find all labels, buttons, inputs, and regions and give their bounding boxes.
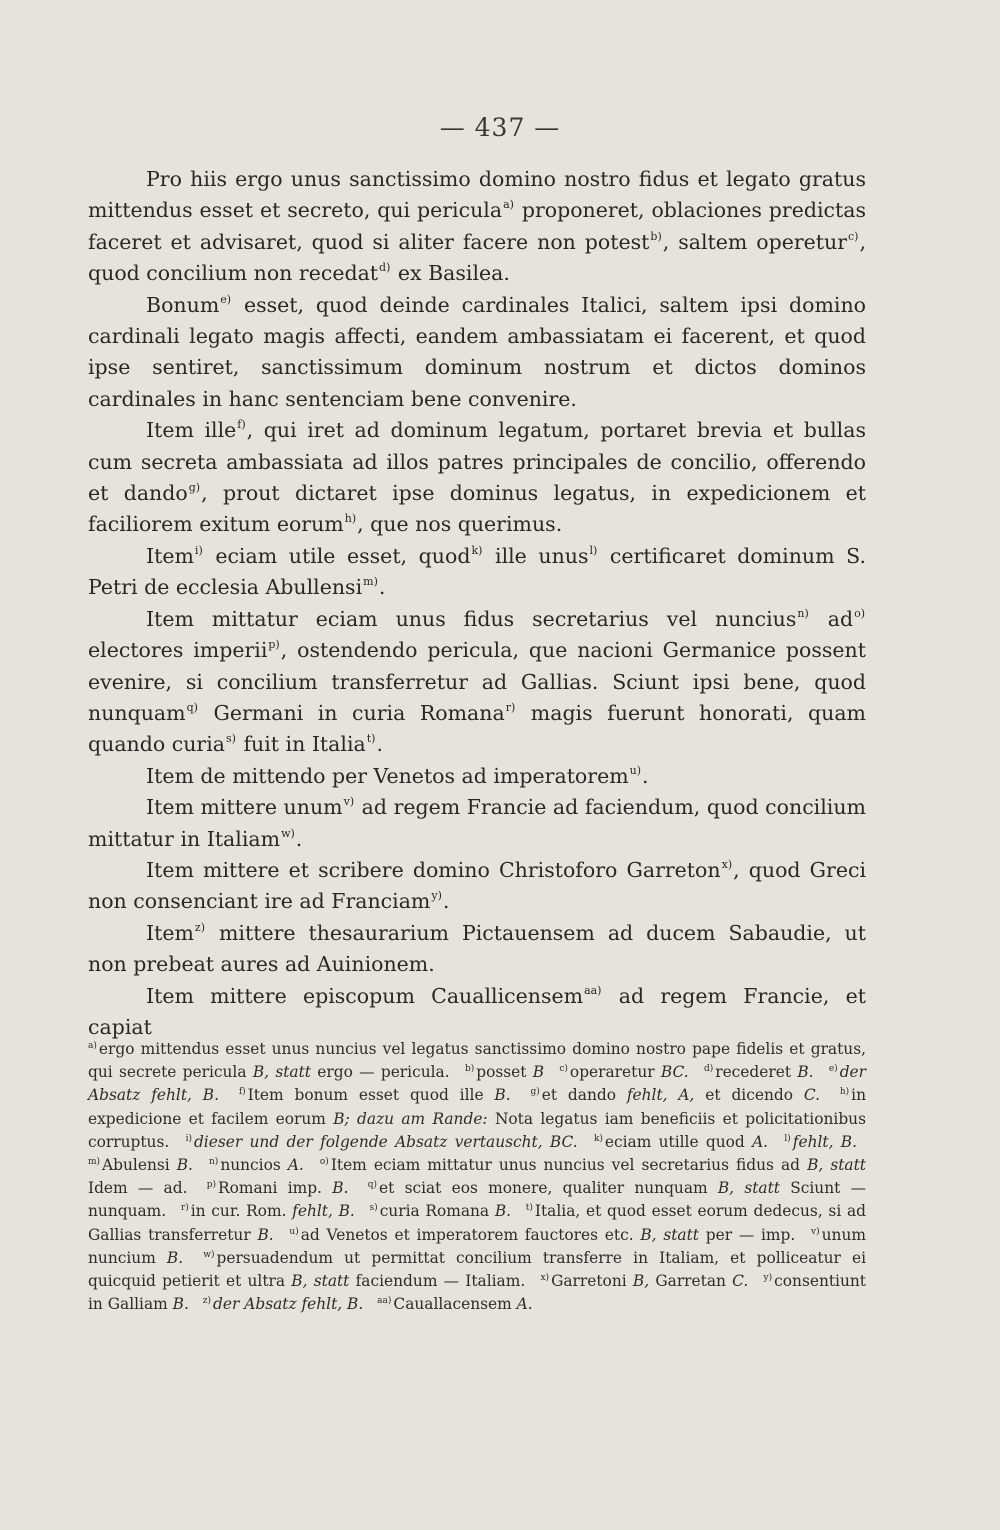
- paragraph-text: , quod Greci non consenciant ire ad Franciam: [88, 857, 866, 914]
- footnote-text: Italia, et quod esset eorum dedecus, si ad Gallias transferretur: [88, 1202, 866, 1244]
- footnote-reference: e): [220, 292, 232, 306]
- paragraph-text: ille unus: [483, 543, 589, 568]
- paragraph: [88, 918, 866, 981]
- footnote-reference: p): [268, 638, 280, 652]
- footnote-text: Nota legatus iam beneficiis et policitationibus corruptus.: [88, 1109, 866, 1151]
- paragraph: [88, 855, 866, 918]
- page-number: — 437 —: [439, 113, 561, 142]
- footnote-italic-text: fehlt, B.: [292, 1202, 355, 1221]
- footnote-text: ad Venetos et imperatorem fauctores etc.: [300, 1225, 641, 1244]
- footnote-italic-text: B.: [494, 1202, 512, 1221]
- footnote-reference: l): [589, 543, 598, 557]
- footnote-marker: u): [289, 1226, 299, 1237]
- footnote-marker: x): [540, 1273, 550, 1284]
- footnote-reference: aa): [584, 983, 602, 997]
- footnote-reference: o): [854, 606, 865, 620]
- paragraph-text: , qui iret ad dominum legatum, portaret brevia et bullas cum secreta ambassiata ad illos patres principales de concilio, offerendo et dando: [88, 418, 866, 506]
- footnote-text: et sciat eos monere, qualiter nunquam: [379, 1179, 718, 1198]
- footnote-text: in cur. Rom.: [190, 1202, 293, 1221]
- footnote-text: unum nuncium: [88, 1225, 866, 1267]
- paragraph-text: .: [642, 763, 649, 788]
- paragraph-text: , ostendendo pericula, que nacioni Germanice possent evenire, si concilium transferretur ad Gallias. Sciunt ipsi bene, quod nunquam: [88, 638, 866, 725]
- footnote-italic-text: B, statt: [807, 1156, 866, 1175]
- footnote-italic-text: A.: [287, 1156, 304, 1175]
- footnote-entry: [203, 1295, 364, 1313]
- footnote-italic-text: B; dazu am Rande:: [333, 1109, 488, 1128]
- footnote-marker: n): [209, 1157, 219, 1168]
- footnote-text: faciendum — Italiam.: [349, 1272, 526, 1291]
- footnote-marker: h): [839, 1087, 850, 1098]
- footnote-entry: [289, 1226, 795, 1244]
- paragraph-text: Item mittere et scribere domino Christoforo Garreton: [146, 857, 721, 882]
- footnote-entry: [209, 1156, 304, 1174]
- footnote-italic-text: B.: [797, 1063, 814, 1082]
- footnote-reference: d): [379, 261, 391, 275]
- paragraph: [88, 164, 866, 290]
- footnote-marker: r): [180, 1203, 189, 1214]
- footnote-reference: z): [194, 920, 206, 934]
- footnote-text: Garretoni: [551, 1272, 633, 1291]
- footnote-text: Cauallacensem: [393, 1295, 517, 1314]
- footnote-reference: a): [503, 198, 514, 212]
- footnote-reference: r): [505, 700, 516, 714]
- footnote-text: Item bonum esset quod ille: [247, 1086, 495, 1105]
- paragraph-text: ad: [809, 606, 854, 631]
- footnote-marker: a): [88, 1041, 97, 1051]
- footnote-text: ergo mittendus esset unus nuncius vel legatus sanctissimo domino nostro pape fidelis et gratus, qui secrete pericula: [88, 1040, 866, 1082]
- footnote-italic-text: dieser und der folgende Absatz vertauscht, BC.: [193, 1132, 578, 1151]
- paragraph-text: fuit in Italia: [236, 732, 366, 757]
- paragraph-text: , prout dictaret ipse dominus legatus, in expedicionem et faciliorem exitum eorum: [88, 481, 866, 537]
- footnote-italic-text: der Absatz fehlt, B.: [88, 1063, 867, 1105]
- paragraph-text: magis fuerunt honorati, quam quando curia: [88, 700, 866, 757]
- footnote-entry: [207, 1179, 349, 1197]
- footnote-entry: [181, 1202, 355, 1220]
- footnote-entry: [530, 1086, 819, 1104]
- footnote-marker: w): [203, 1249, 215, 1260]
- footnote-marker: y): [763, 1273, 773, 1284]
- footnote-text: nuncios: [220, 1156, 288, 1175]
- paragraph-text: Bonum: [146, 292, 220, 317]
- footnote-italic-text: B.: [166, 1248, 184, 1267]
- footnote-text: eciam utille quod: [604, 1132, 753, 1151]
- footnote-reference: v): [343, 795, 355, 809]
- paragraph-text: Item: [146, 920, 194, 945]
- footnote-marker: t): [525, 1203, 533, 1214]
- footnote-reference: y): [431, 889, 442, 903]
- footnote-entry: [465, 1063, 544, 1081]
- footnote-text: Romani imp.: [218, 1179, 333, 1198]
- footnote-entry: [186, 1133, 578, 1151]
- paragraph-text: Pro hiis ergo unus sanctissimo domino nostro fidus et legato gratus mittendus esset et secreto, qui pericula: [88, 167, 866, 223]
- paragraph: [88, 415, 866, 541]
- paragraph-text: ad regem Francie ad faciendum, quod concilium mittatur in Italiam: [88, 795, 866, 851]
- footnote-reference: x): [721, 857, 733, 871]
- footnote-reference: n): [797, 606, 809, 620]
- paragraph-text: .: [378, 575, 386, 600]
- footnote-marker: b): [464, 1064, 475, 1075]
- paragraph-text: mittere thesaurarium Pictauensem ad ducem Sabaudie, ut non prebeat aures ad Auinionem.: [88, 920, 866, 977]
- footnote-italic-text: fehlt, A,: [626, 1086, 695, 1105]
- paragraph-text: ex Basilea.: [391, 261, 510, 286]
- paragraph-text: Item mittere unum: [146, 795, 343, 820]
- footnote-italic-text: A.: [752, 1132, 769, 1151]
- footnote-italic-text: B,: [632, 1272, 650, 1291]
- paragraph-text: esset, quod deinde cardinales Italici, saltem ipsi domino cardinali legato magis affecti, eandem ambassiatam ei facerent, et quod ipse sentiret, sanctissimum dominum nostrum et dictos dominos cardinales in hanc sentenciam bene convenire.: [88, 292, 866, 411]
- paragraph: [88, 541, 866, 604]
- footnote-text: in expedicione et facilem eorum: [88, 1086, 866, 1128]
- footnote-italic-text: fehlt, B.: [792, 1132, 857, 1151]
- paragraph-text: Item: [146, 543, 194, 568]
- paragraph-text: eciam utile esset, quod: [203, 543, 471, 568]
- footnote-text: per — imp.: [698, 1225, 796, 1244]
- footnote-reference: s): [226, 732, 236, 746]
- footnote-marker: k): [593, 1133, 603, 1144]
- footnotes: [88, 1038, 866, 1316]
- footnote-reference: c): [848, 229, 859, 243]
- paragraph-text: Item de mittendo per Venetos ad imperatorem: [146, 763, 629, 788]
- footnote-marker: i): [185, 1133, 192, 1144]
- footnote-entry: [559, 1063, 688, 1081]
- footnote-entry: [704, 1063, 814, 1081]
- footnote-text: Item eciam mittatur unus nuncius vel secretarius fidus ad: [330, 1156, 808, 1175]
- paragraph-text: , quod concilium non recedat: [88, 229, 866, 286]
- paragraph-text: Item ille: [146, 418, 237, 443]
- footnote-text: posset: [476, 1063, 533, 1082]
- footnote-entry: [370, 1202, 511, 1220]
- footnote-marker: s): [369, 1203, 378, 1214]
- footnote-marker: z): [202, 1296, 212, 1307]
- footnote-text: consentiunt in Galliam: [88, 1272, 866, 1314]
- footnote-marker: v): [811, 1226, 820, 1237]
- paragraph: [88, 604, 866, 761]
- footnote-italic-text: B.: [176, 1156, 193, 1175]
- footnote-reference: k): [471, 543, 483, 557]
- footnote-italic-text: B.: [257, 1225, 274, 1244]
- footnote-text: Abulensi: [102, 1156, 177, 1175]
- footnote-reference: f): [237, 418, 246, 432]
- paragraph-text: .: [442, 889, 450, 914]
- paragraph: [88, 981, 866, 1044]
- paragraph-text: , saltem operetur: [662, 229, 848, 254]
- footnote-italic-text: B: [532, 1063, 545, 1082]
- footnote-reference: w): [281, 826, 295, 840]
- footnote-entry: [594, 1133, 768, 1151]
- footnote-reference: h): [344, 512, 357, 526]
- footnote-italic-text: BC.: [660, 1063, 689, 1082]
- paragraph-text: Germani in curia Romana: [198, 700, 505, 725]
- paragraph: [88, 290, 866, 416]
- paragraph-text: proponeret, oblaciones predictas faceret et advisaret, quod si aliter facere non potest: [88, 198, 866, 254]
- footnote-block: [88, 1038, 866, 1316]
- footnote-entry: [540, 1272, 748, 1290]
- footnote-marker: q): [367, 1180, 378, 1191]
- footnote-italic-text: B, statt: [291, 1272, 350, 1291]
- footnote-italic-text: A.: [516, 1295, 533, 1314]
- footnote-reference: u): [629, 763, 642, 777]
- footnote-italic-text: B, statt: [640, 1225, 699, 1244]
- footnote-text: ergo — pericula.: [310, 1063, 450, 1082]
- footnote-marker: l): [784, 1133, 791, 1144]
- footnote-marker: o): [319, 1157, 329, 1168]
- footnote-reference: m): [363, 575, 378, 589]
- footnote-italic-text: B, statt: [252, 1063, 311, 1082]
- footnote-entry: [88, 1249, 866, 1290]
- footnote-marker: g): [530, 1087, 540, 1098]
- footnote-text: Idem — ad.: [88, 1179, 188, 1198]
- footnote-entry: [239, 1086, 511, 1104]
- paragraph-text: Item mittatur eciam unus fidus secretarius vel nuncius: [146, 606, 797, 631]
- paragraph-text: electores imperii: [88, 638, 268, 663]
- footnote-italic-text: der Absatz fehlt, B.: [213, 1295, 364, 1314]
- footnote-italic-text: B.: [494, 1086, 511, 1105]
- footnote-marker: c): [559, 1064, 568, 1075]
- footnote-reference: i): [194, 543, 203, 557]
- footnote-entry: [784, 1133, 857, 1151]
- footnote-entry: [377, 1295, 532, 1313]
- footnote-italic-text: C.: [803, 1086, 820, 1105]
- footnote-italic-text: B.: [172, 1295, 189, 1314]
- footnote-marker: d): [703, 1064, 714, 1075]
- footnote-text: curia Romana: [379, 1202, 495, 1221]
- footnote-italic-text: C.: [732, 1272, 749, 1291]
- paragraph-text: .: [376, 732, 383, 757]
- footnote-text: operaretur: [569, 1063, 661, 1082]
- footnote-reference: b): [650, 229, 662, 243]
- footnote-reference: g): [188, 481, 201, 495]
- footnote-text: et dicendo: [694, 1086, 804, 1105]
- footnote-reference: q): [186, 700, 198, 714]
- footnote-entry: [88, 1156, 193, 1174]
- footnote-italic-text: B, statt: [717, 1179, 780, 1198]
- paragraph-text: .: [295, 826, 303, 851]
- footnote-reference: t): [366, 732, 376, 746]
- paragraph-text: , que nos querimus.: [357, 512, 563, 537]
- footnote-text: recederet: [715, 1063, 798, 1082]
- footnote-text: et dando: [541, 1086, 627, 1105]
- footnote-marker: f): [238, 1087, 246, 1098]
- footnote-text: Sciunt — nunquam.: [88, 1179, 866, 1221]
- paragraph: [88, 761, 866, 792]
- paragraph-text: Item mittere episcopum Cauallicensem: [146, 983, 584, 1008]
- footnote-text: Garretan: [649, 1272, 733, 1291]
- footnote-italic-text: B.: [332, 1179, 349, 1198]
- paragraph-text: ad regem Francie, et capiat: [88, 983, 866, 1039]
- paragraph: [88, 792, 866, 855]
- footnote-marker: e): [828, 1064, 838, 1075]
- footnote-marker: aa): [377, 1296, 392, 1307]
- footnote-text: persuadendum ut permittat concilium transferre in Italiam, et polliceatur ei quicquid petierit et ultra: [88, 1248, 866, 1291]
- footnote-marker: p): [206, 1180, 217, 1191]
- footnote-marker: m): [88, 1157, 101, 1168]
- paragraph-text: certificaret dominum S. Petri de ecclesia Abullensi: [88, 543, 866, 600]
- main-text: [88, 164, 866, 1043]
